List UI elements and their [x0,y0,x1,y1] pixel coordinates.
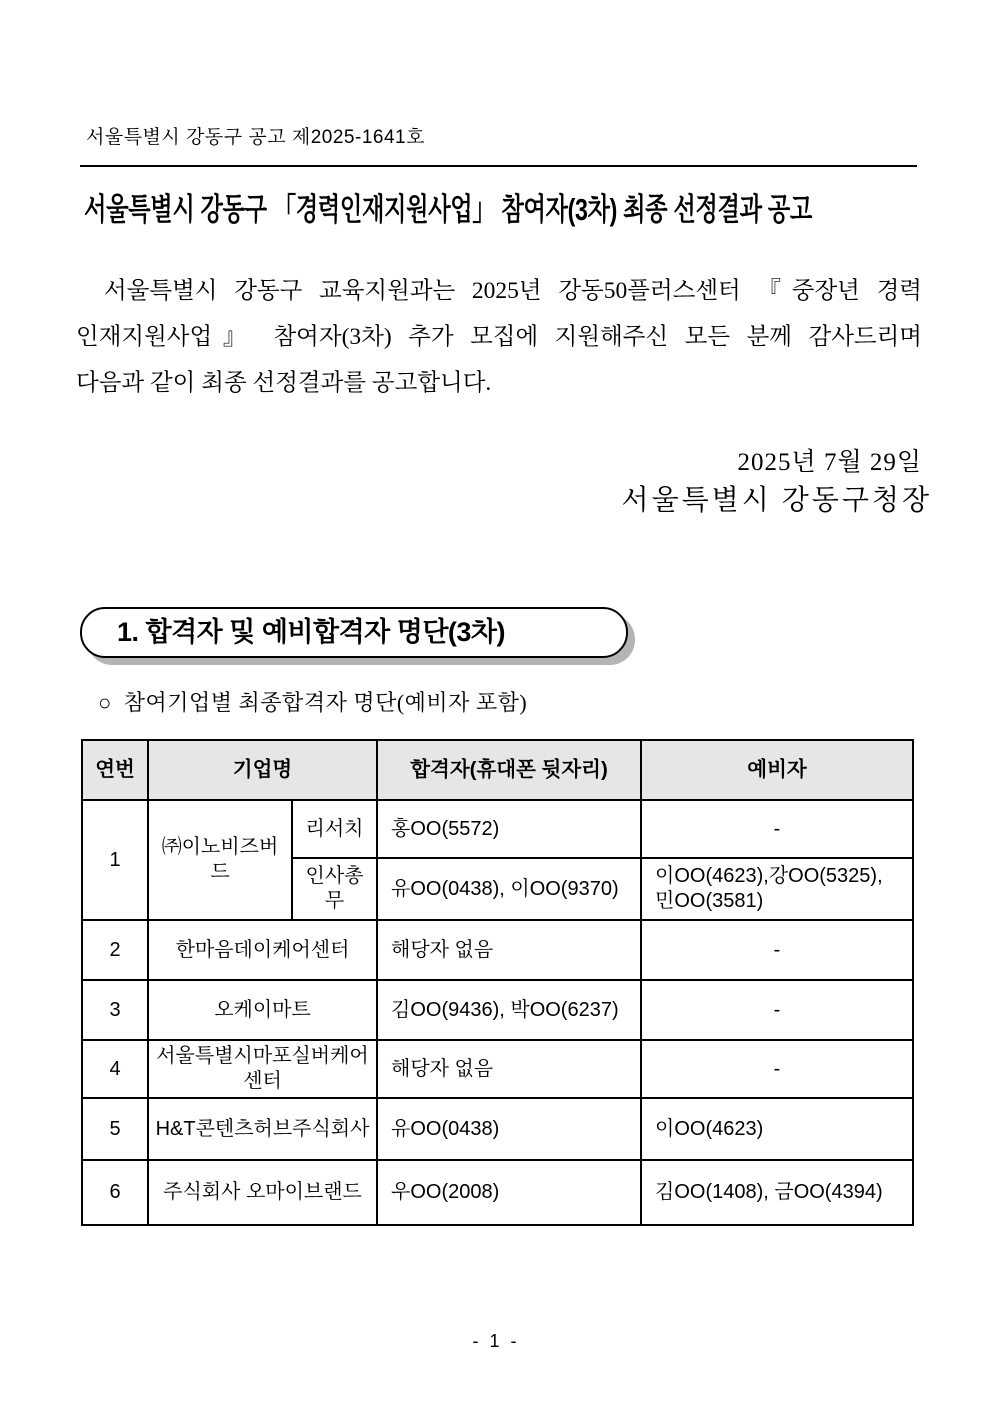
body-paragraph [76,268,922,406]
cell-seq: 6 [82,1160,148,1225]
table-row [82,1098,913,1160]
header-divider [80,165,917,167]
cell-company: 오케이마트 [148,980,377,1040]
section-heading: 1. 합격자 및 예비합격자 명단(3차) [80,607,628,658]
cell-wait: - [641,920,913,980]
cell-seq: 3 [82,980,148,1040]
header-pass: 합격자(휴대폰 뒷자리) [377,740,641,800]
cell-company: ㈜이노비즈버드 [148,800,292,920]
list-caption-text: 참여기업별 최종합격자 명단(예비자 포함) [123,690,528,715]
header-seq: 연번 [82,740,148,800]
cell-pass: 해당자 없음 [377,920,641,980]
notice-number: 서울특별시 강동구 공고 제2025-1641호 [86,127,425,148]
announcement-date: 2025년 7월 29일 [737,449,922,476]
page-number: - 1 - [472,1331,520,1351]
cell-company: 한마음데이케어센터 [148,920,377,980]
cell-wait: - [641,980,913,1040]
signer-title: 서울특별시 강동구청장 [621,485,932,516]
table-row [82,1040,913,1098]
table-row [82,920,913,980]
table-header-row [82,740,913,800]
cell-pass: 김OO(9436), 박OO(6237) [377,980,641,1040]
cell-wait: - [641,800,913,858]
table-row [82,1160,913,1225]
cell-dept: 인사총무 [292,858,377,920]
circle-bullet-icon: ○ [98,690,112,715]
body-line: 서울특별시 강동구 교육지원과는 2025년 강동50플러스센터 『중장년 경력 [104,278,922,304]
body-line: 다음과 같이 최종 선정결과를 공고합니다. [76,370,492,396]
results-table [81,739,914,1226]
header-company: 기업명 [148,740,377,800]
cell-company: 주식회사 오마이브랜드 [148,1160,377,1225]
cell-pass: 우OO(2008) [377,1160,641,1225]
cell-pass: 해당자 없음 [377,1040,641,1098]
cell-pass: 유OO(0438), 이OO(9370) [377,858,641,920]
table-row [82,980,913,1040]
cell-dept: 리서치 [292,800,377,858]
cell-company: H&T콘텐츠허브주식회사 [148,1098,377,1160]
cell-wait: - [641,1040,913,1098]
cell-seq: 1 [82,800,148,920]
list-caption [98,686,527,717]
cell-wait: 이OO(4623),강OO(5325), 민OO(3581) [641,858,913,920]
cell-seq: 5 [82,1098,148,1160]
cell-seq: 2 [82,920,148,980]
body-line: 인재지원사업』 참여자(3차) 추가 모집에 지원해주신 모든 분께 감사드리며 [76,324,922,350]
cell-pass: 유OO(0438) [377,1098,641,1160]
document-title: 서울특별시 강동구 「경력인재지원사업」 참여자(3차) 최종 선정결과 공고 [84,192,812,227]
cell-pass: 홍OO(5572) [377,800,641,858]
cell-seq: 4 [82,1040,148,1098]
cell-company: 서울특별시마포실버케어센터 [148,1040,377,1098]
cell-wait: 이OO(4623) [641,1098,913,1160]
table-row [82,800,913,858]
header-wait: 예비자 [641,740,913,800]
cell-wait: 김OO(1408), 금OO(4394) [641,1160,913,1225]
